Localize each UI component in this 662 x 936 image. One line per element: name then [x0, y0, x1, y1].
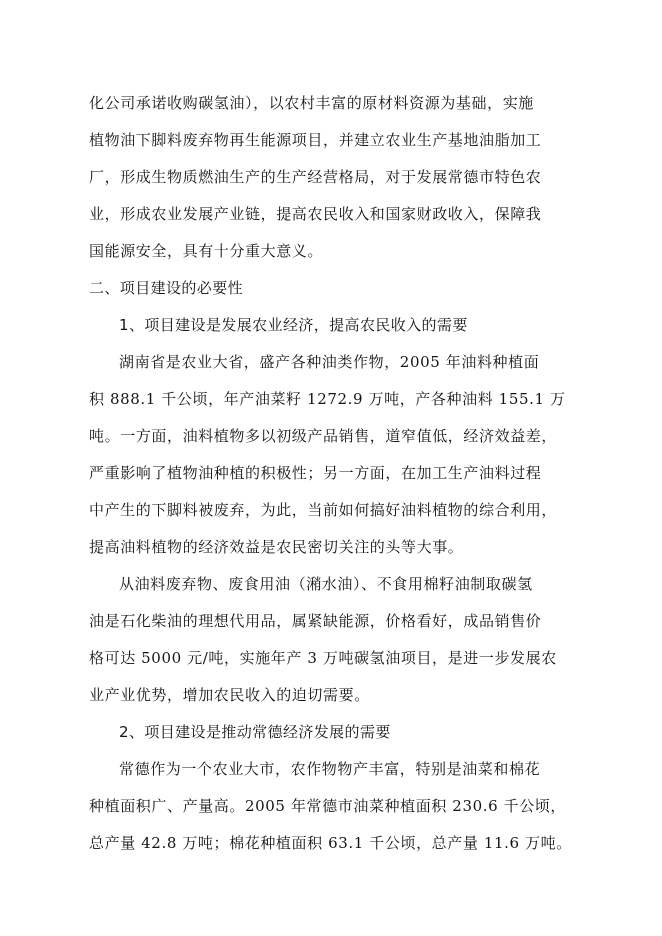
paragraph-line: 业产业优势，增加农民收入的迫切需要。 — [89, 686, 370, 704]
paragraph-line: 从油料废弃物、废食用油（潲水油）、不食用棉籽油制取碳氢 — [119, 575, 533, 593]
paragraph-line: 总产量 42.8 万吨；棉花种植面积 63.1 千公顷，总产量 11.6 万吨。 — [89, 834, 572, 852]
paragraph-line: 湖南省是农业大省，盛产各种油类作物，2005 年油料种植面 — [119, 353, 540, 371]
paragraph-line: 严重影响了植物油种植的积极性；另一方面，在加工生产油料过程 — [89, 464, 542, 482]
paragraph-line: 积 888.1 千公顷，年产油菜籽 1272.9 万吨，产各种油料 155.1 万 — [89, 390, 566, 408]
paragraph-line: 国能源安全，具有十分重大意义。 — [89, 242, 324, 260]
paragraph-line: 常德作为一个农业大市，农作物物产丰富，特别是油菜和棉花 — [119, 760, 541, 778]
paragraph-line: 油是石化柴油的理想代用品，属紧缺能源，价格看好，成品销售价 — [89, 612, 542, 630]
paragraph-line: 化公司承诺收购碳氢油），以农村丰富的原材料资源为基础，实施 — [89, 94, 534, 112]
paragraph-line: 提高油料植物的经济效益是农民密切关注的头等大事。 — [89, 538, 464, 556]
paragraph-line: 格可达 5000 元/吨，实施年产 3 万吨碳氢油项目，是进一步发展农 — [89, 649, 557, 667]
paragraph-line: 吨。一方面，油料植物多以初级产品销售，道窄值低，经济效益差， — [89, 427, 558, 445]
paragraph-line: 厂，形成生物质燃油生产的生产经营格局，对于发展常德市特色农 — [89, 168, 542, 186]
subsection-heading: 2、项目建设是推动常德经济发展的需要 — [119, 723, 391, 741]
subsection-heading: 1、项目建设是发展农业经济，提高农民收入的需要 — [119, 316, 468, 334]
paragraph-line: 中产生的下脚料被废弃，为此，当前如何搞好油料植物的综合利用， — [89, 501, 558, 519]
paragraph-line: 植物油下脚料废弃物再生能源项目，并建立农业生产基地油脂加工 — [89, 131, 542, 149]
paragraph-line: 业，形成农业发展产业链，提高农民收入和国家财政收入，保障我 — [89, 205, 542, 223]
paragraph-line: 种植面积广、产量高。2005 年常德市油菜种植面积 230.6 千公顷， — [89, 797, 567, 815]
section-heading: 二、项目建设的必要性 — [89, 279, 244, 297]
